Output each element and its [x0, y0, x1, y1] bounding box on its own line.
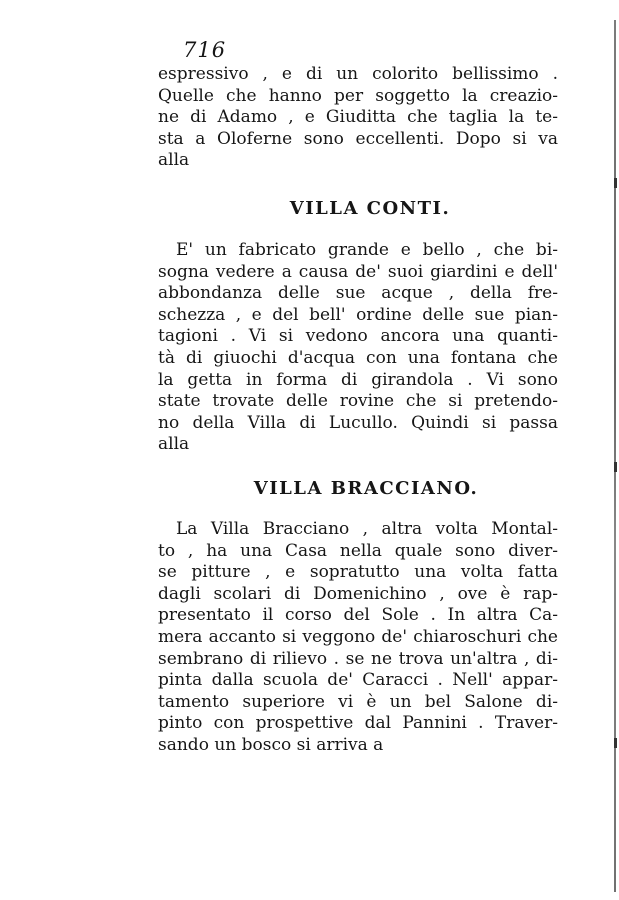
- page-edge-mark: [614, 738, 617, 748]
- text-line: no della Villa di Lucullo. Quindi si passa: [158, 412, 558, 433]
- text-line: la getta in forma di girandola . Vi sono: [158, 369, 558, 390]
- text-line: dagli scolari di Domenichino , ove è rap-: [158, 583, 558, 604]
- page-edge-mark: [614, 462, 617, 472]
- text-line: pinta dalla scuola de' Caracci . Nell' appar-: [158, 670, 558, 691]
- text-line: abbondanza delle sue acque , della fre-: [158, 283, 558, 304]
- villa-conti-heading: VILLA CONTI.: [289, 198, 451, 219]
- text-line: La Villa Bracciano , altra volta Montal-: [176, 519, 558, 539]
- page-number: 716: [183, 38, 227, 62]
- text-line: sembrano di rilievo . se ne trova un'altra , di-: [158, 648, 558, 669]
- text-line: mera accanto si veggono de' chiaroschuri che: [158, 626, 558, 647]
- text-line: pinto con prospettive dal Pannini . Traver-: [158, 713, 558, 734]
- page-edge-mark: [614, 178, 617, 188]
- text-line: alla: [158, 434, 190, 455]
- text-line: sogna vedere a causa de' suoi giardini e dell': [158, 261, 558, 282]
- text-line: E' un fabricato grande e bello , che bi-: [176, 240, 558, 260]
- text-line: sta a Oloferne sono eccellenti. Dopo si va: [158, 128, 558, 149]
- text-line: espressivo , e di un colorito bellissimo .: [158, 64, 558, 84]
- villa-bracciano-heading: VILLA BRACCIANO.: [253, 478, 479, 499]
- text-line: to , ha una Casa nella quale sono diver-: [158, 540, 558, 561]
- text-line: tagioni . Vi si vedono ancora una quanti-: [158, 326, 558, 347]
- text-line: presentato il corso del Sole . In altra Ca-: [158, 605, 558, 626]
- villa-conti-text: [158, 240, 558, 456]
- text-line: schezza , e del bell' ordine delle sue pian-: [158, 304, 558, 325]
- text-line: se pitture , e sopratutto una volta fatta: [158, 562, 558, 583]
- text-line: tamento superiore vi è un bel Salone di-: [158, 691, 558, 712]
- section-1-text: [158, 64, 558, 172]
- text-line: alla: [158, 150, 190, 171]
- page-edge-shadow: [614, 20, 616, 892]
- text-line: sando un bosco si arriva a: [158, 734, 384, 755]
- text-line: Quelle che hanno per soggetto la creazio-: [158, 85, 558, 106]
- text-line: ne di Adamo , e Giuditta che taglia la te-: [158, 107, 558, 128]
- text-line: tà di giuochi d'acqua con una fontana che: [158, 347, 558, 368]
- villa-bracciano-text: [158, 519, 558, 757]
- text-line: state trovate delle rovine che si pretendo-: [158, 391, 558, 412]
